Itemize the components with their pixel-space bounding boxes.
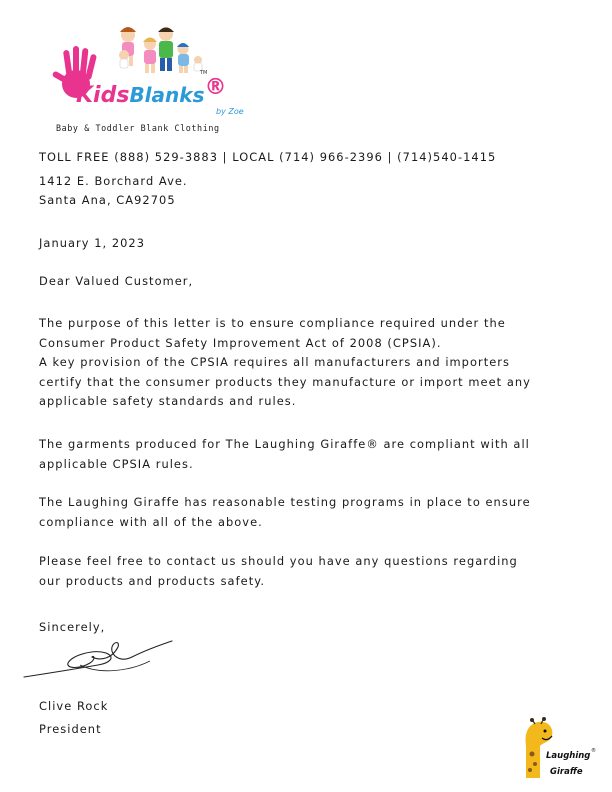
paragraph-line: compliance with all of the above. [39,514,263,529]
signature [20,635,180,680]
laughing-giraffe-logo [518,716,598,782]
logo-byline: by Zoe [216,107,244,116]
trademark-symbol: TM [200,70,208,76]
logo-wordmark: KidsBlanks® [76,75,227,108]
paragraph-line: Please feel free to contact us should you have any questions regarding [39,554,518,568]
signer-title: President [39,722,102,736]
paragraph-line: The Laughing Giraffe has reasonable testing programs in place to ensure [39,495,531,509]
kidsblanks-logo [46,22,246,122]
kids-illustration [119,27,202,73]
address-line-2: Santa Ana, CA92705 [39,193,176,207]
giraffe-logo-registered: ® [591,748,596,754]
salutation: Dear Valued Customer, [39,274,194,288]
signature-art [20,635,180,680]
paragraph-contact [39,552,518,591]
logo-tagline: Baby & Toddler Blank Clothing [56,123,220,133]
paragraph-line: applicable safety standards and rules. [39,394,297,408]
paragraph-line: Consumer Product Safety Improvement Act of 2008 (CPSIA). [39,335,442,350]
letter-date: January 1, 2023 [39,236,146,250]
paragraph-line: our products and products safety. [39,573,266,588]
paragraph-line: certify that the consumer products they manufacture or import meet any [39,374,531,389]
closing: Sincerely, [39,620,106,634]
paragraph-purpose [39,314,531,412]
paragraph-line: applicable CPSIA rules. [39,456,194,471]
paragraph-line: The purpose of this letter is to ensure compliance required under the [39,316,506,330]
paragraph-testing [39,493,531,532]
paragraph-compliance [39,435,530,474]
giraffe-icon [518,716,598,782]
kidsblanks-logo-art [46,22,246,122]
giraffe-logo-line2: Giraffe [550,767,583,777]
phone-line: TOLL FREE (888) 529-3883 | LOCAL (714) 966-2396 | (714)540-1415 [39,150,497,164]
giraffe-logo-line1: Laughing [546,751,591,761]
paragraph-line: A key provision of the CPSIA requires all manufacturers and importers [39,355,511,369]
address-line-1: 1412 E. Borchard Ave. [39,174,188,188]
signer-name: Clive Rock [39,699,109,713]
paragraph-line: The garments produced for The Laughing Giraffe® are compliant with all [39,437,530,451]
